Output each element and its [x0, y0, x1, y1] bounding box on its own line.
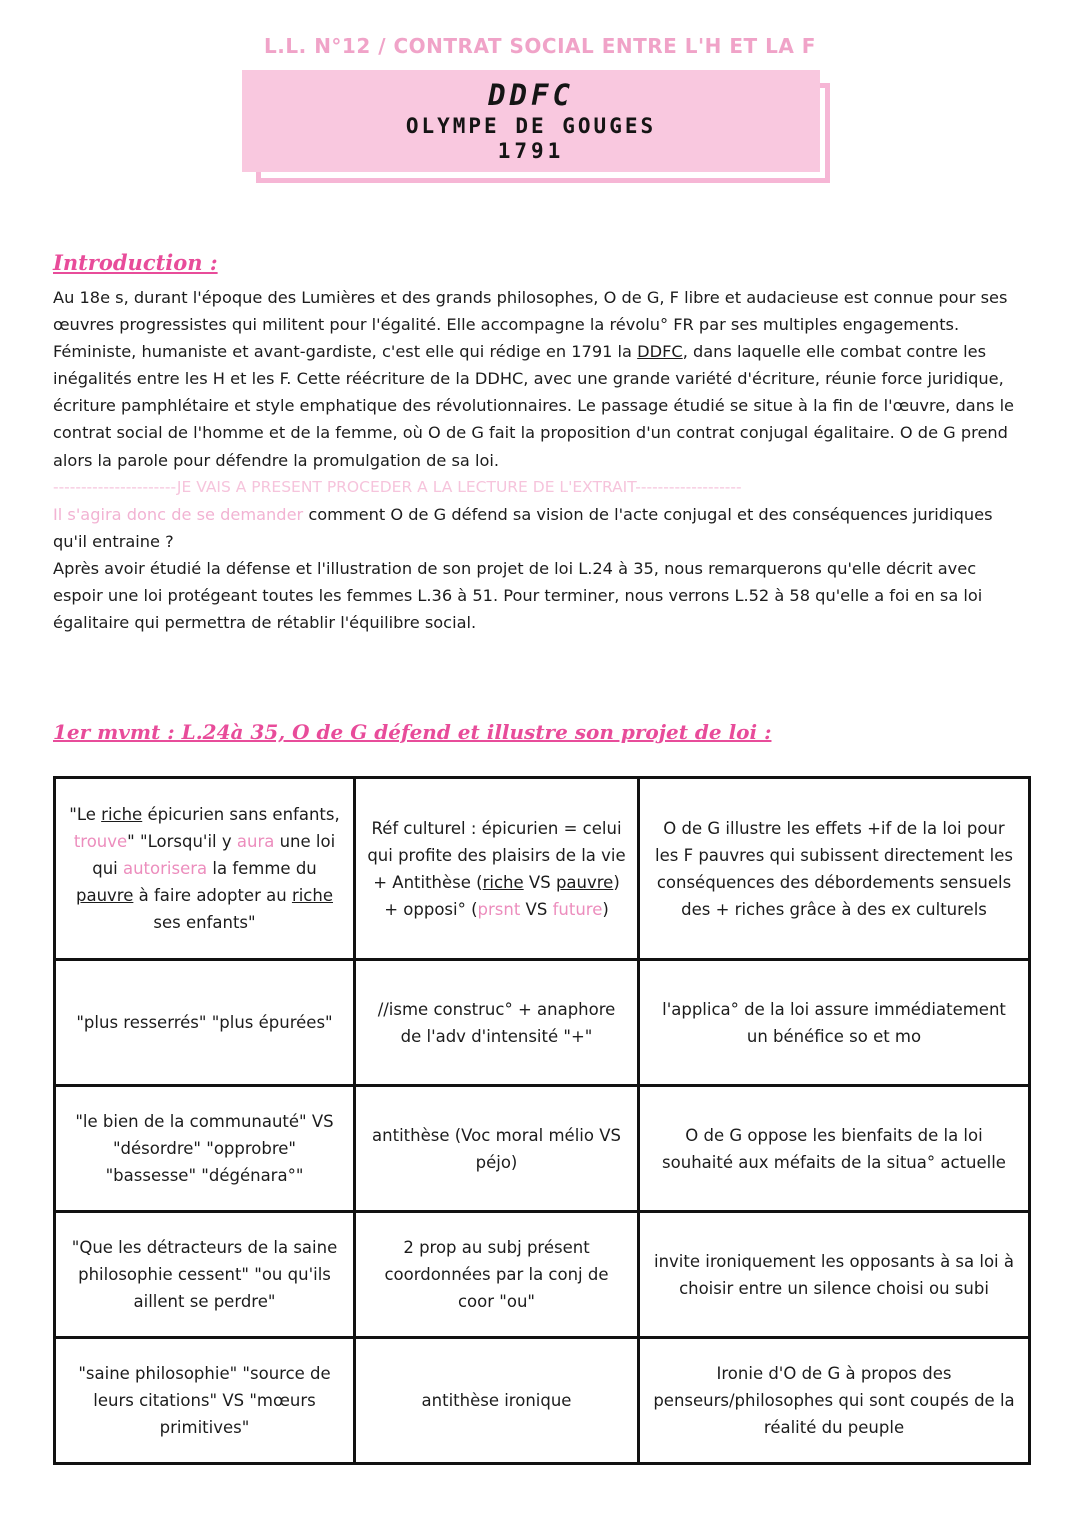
intro-text [53, 284, 1028, 636]
text-fragment: épicurien sans enfants, [142, 805, 340, 824]
quote-cell: "saine philosophie" "source de leurs citations" VS "mœurs primitives" [55, 1338, 355, 1464]
problem-statement [53, 501, 1028, 555]
intro-context-end: , dans laquelle elle combat contre les inégalités entre les H et les F. Cette réécriture de la DDHC, avec une grande variété d'écriture, réunie force juridique, écriture pamphlétaire et style emphatique des révolutionnaires. Le passage étudié se situe à la fin de l'œuvre, dans le contrat social de l'homme et de la femme, où O de G fait la proposition d'un contrat conjugal égalitaire. O de G prend alors la parole pour défendre la promulgation de sa loi. [53, 342, 1015, 470]
ddfc-reference: DDFC [637, 342, 683, 362]
analysis-table [53, 776, 1031, 1465]
text-fragment: pauvre [76, 886, 134, 905]
text-fragment: ses enfants" [153, 913, 256, 932]
publication-year: 1791 [497, 139, 565, 163]
procedure-cell: //isme construc° + anaphore de l'adv d'intensité "+" [355, 960, 639, 1086]
text-fragment: future [552, 899, 603, 919]
text-fragment: " "Lorsqu'il y [127, 832, 237, 851]
procedure-cell: 2 prop au subj présent coordonnées par la conj de coor "ou" [355, 1212, 639, 1338]
document-title: DDFC [488, 78, 574, 112]
table-row [55, 1086, 1030, 1212]
problem-lead: Il s'agira donc de se demander [53, 504, 304, 524]
text-fragment: prsnt [477, 899, 521, 919]
author-name: OLYMPE DE GOUGES [405, 114, 657, 138]
movement-heading: 1er mvmt : L.24à 35, O de G défend et illustre son projet de loi : [53, 720, 772, 744]
table-row [55, 960, 1030, 1086]
text-fragment: riche [482, 872, 524, 892]
intro-paragraph [53, 284, 1028, 474]
text-fragment: riche [101, 805, 143, 824]
text-fragment: autorisera [122, 859, 208, 878]
interpretation-cell: l'applica° de la loi assure immédiatement un bénéfice so et mo [639, 960, 1030, 1086]
problem-question: comment O de G défend sa vision de l'acte conjugal et des conséquences juridiques qu'il entraine ? [53, 504, 993, 551]
interpretation-cell: O de G oppose les bienfaits de la loi souhaité aux méfaits de la situa° actuelle [639, 1086, 1030, 1212]
procedure-cell: antithèse ironique [355, 1338, 639, 1464]
text-fragment: à faire adopter au [133, 886, 292, 905]
quote-cell: "Que les détracteurs de la saine philosophie cessent" "ou qu'ils aillent se perdre" [55, 1212, 355, 1338]
table-row [55, 778, 1030, 960]
text-fragment: la femme du [207, 859, 317, 878]
title-box [242, 70, 820, 172]
text-fragment: ) + opposi° ( [384, 872, 620, 919]
table-row [55, 1338, 1030, 1464]
text-fragment: aura [236, 832, 275, 851]
plan-announcement: Après avoir étudié la défense et l'illustration de son projet de loi L.24 à 35, nous remarquerons qu'elle décrit avec espoir une loi protégeant toutes les femmes L.36 à 51. Pour terminer, nous verrons L.52 à 58 qu'elle a foi en sa loi égalitaire qui permettra de rétablir l'équilibre social. [53, 558, 983, 633]
intro-context: Au 18e s, durant l'époque des Lumières et des grands philosophes, O de G, F libre et audacieuse est connue pour ses œuvres progressistes qui militent pour l'égalité. Elle accompagne la révolu° FR par ses multiples engagements. Féministe, humaniste et avant-gardiste, c'est elle qui rédige en 1791 la [53, 288, 1008, 362]
text-fragment: VS [523, 872, 556, 892]
procedure-cell: antithèse (Voc moral mélio VS péjo) [355, 1086, 639, 1212]
text-fragment: VS [520, 899, 553, 919]
quote-cell: "le bien de la communauté" VS "désordre" "opprobre" "bassesse" "dégénara°" [55, 1086, 355, 1212]
text-fragment: ) [602, 899, 609, 919]
text-fragment: riche [291, 886, 333, 905]
intro-heading: Introduction : [53, 250, 218, 275]
text-fragment: une loi qui [92, 832, 336, 878]
text-fragment: pauvre [555, 872, 614, 892]
interpretation-cell: invite ironiquement les opposants à sa loi à choisir entre un silence choisi ou subi [639, 1212, 1030, 1338]
text-fragment: trouve [73, 832, 128, 851]
quote-cell [55, 778, 355, 960]
interpretation-cell: O de G illustre les effets +if de la loi pour les F pauvres qui subissent directement les conséquences des débordements sensuels des + riches grâce à des ex culturels [639, 778, 1030, 960]
quote-cell: "plus resserrés" "plus épurées" [55, 960, 355, 1086]
reading-note: ----------------------JE VAIS A PRESENT PROCEDER A LA LECTURE DE L'EXTRAIT------------------- [53, 477, 742, 496]
table-row [55, 1212, 1030, 1338]
document-subtitle: L.L. N°12 / CONTRAT SOCIAL ENTRE L'H ET LA F [264, 34, 816, 58]
text-fragment: Réf culturel : épicurien = celui qui profite des plaisirs de la vie + Antithèse ( [367, 818, 626, 892]
text-fragment: "Le [69, 805, 102, 824]
interpretation-cell: Ironie d'O de G à propos des penseurs/philosophes qui sont coupés de la réalité du peuple [639, 1338, 1030, 1464]
procedure-cell [355, 778, 639, 960]
